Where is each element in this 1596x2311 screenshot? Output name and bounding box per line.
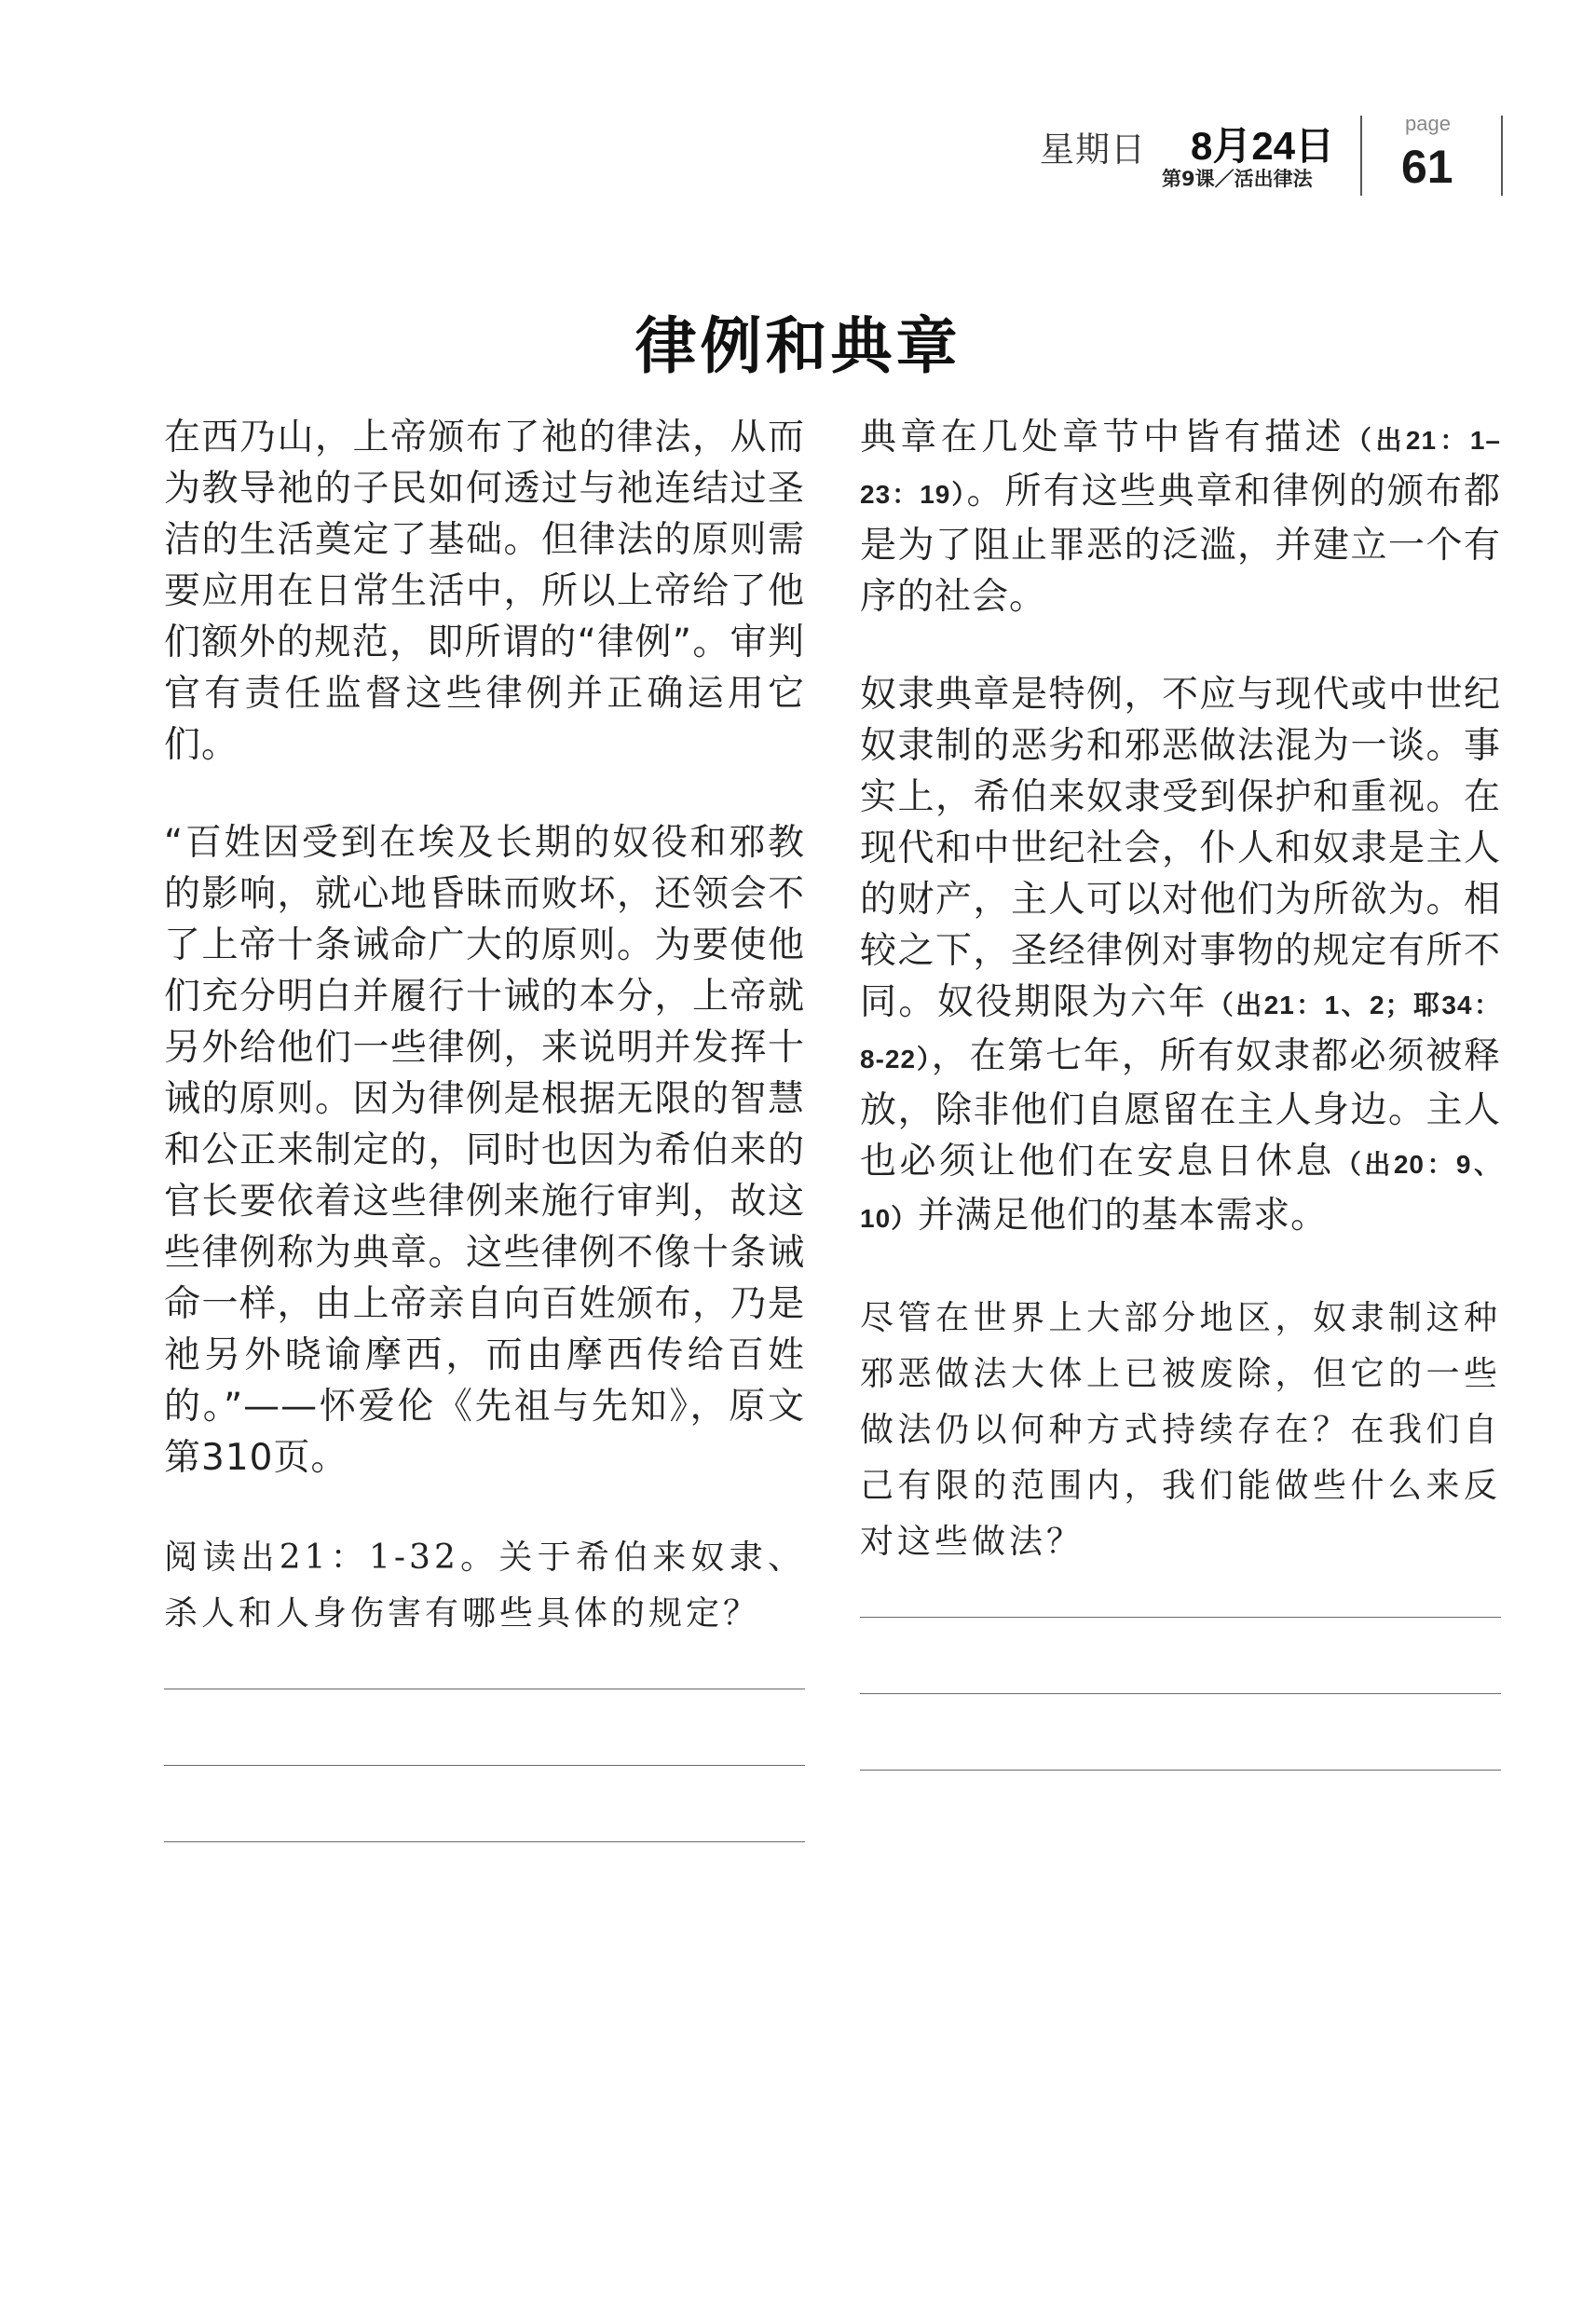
header-divider-right	[1501, 116, 1503, 196]
answer-line[interactable]	[860, 1770, 1501, 1771]
paragraph-intro: 在西乃山，上帝颁布了祂的律法，从而为教导祂的子民如何透过与祂连结过圣洁的生活奠定了基础。但律法的原则需要应用在日常生活中，所以上帝给了他们额外的规范，即所谓的“律例”。审判官有责任监督这些律例并正确运用它们。	[164, 417, 805, 766]
text-segment: 典章在几处章节中皆有描述	[860, 417, 1346, 458]
header-divider	[1360, 116, 1362, 196]
paragraph-quote: “百姓因受到在埃及长期的奴役和邪教的影响，就心地昏昧而败坏，还领会不了上帝十条诫命广大的原则。为要使他们充分明白并履行十诫的本分，上帝就另外给他们一些律例，来说明并发挥十诫的原则。因为律例是根据无限的智慧和公正来制定的，同时也因为希伯来的官长要依着这些律例来施行审判，故这些律例称为典章。这些律例不像十条诫命一样，由上帝亲自向百姓颁布，乃是祂另外晓谕摩西，而由摩西传给百姓的。”——怀爱伦《先祖与先知》，原文第310页。	[164, 822, 805, 1479]
discussion-question: 尽管在世界上大部分地区，奴隶制这种邪恶做法大体上已被废除，但它的一些做法仍以何种方式持续存在？在我们自己有限的范围内，我们能做些什么来反对这些做法？	[860, 1299, 1501, 1561]
date: 8月24日	[1191, 124, 1335, 168]
scripture-reference: （出21：1–23：19）	[860, 426, 1501, 509]
answer-line[interactable]	[860, 1617, 1501, 1618]
text-segment: 。所有这些典章和律例的颁布都是为了阻止罪恶的泛滥，并建立一个有序的社会。	[860, 471, 1501, 618]
left-column	[164, 412, 805, 1918]
paragraph-ordinances	[860, 412, 1501, 622]
text-segment: 奴隶典章是特例，不应与现代或中世纪奴隶制的恶劣和邪恶做法混为一谈。事实上，希伯来奴隶受到保护和重视。在现代和中世纪社会，仆人和奴隶是主人的财产，主人可以对他们为所欲为。相较之下，圣经律例对事物的规定有所不同。奴役期限为六年	[860, 674, 1501, 1023]
lesson-title: 第9课／活出律法	[1162, 168, 1313, 190]
answer-line[interactable]	[860, 1693, 1501, 1694]
answer-line[interactable]	[164, 1841, 805, 1842]
page-title: 律例和典章	[634, 309, 962, 382]
answer-line[interactable]	[164, 1765, 805, 1766]
page-label: page	[1405, 112, 1451, 135]
text-segment: 并满足他们的基本需求。	[918, 1195, 1329, 1237]
right-column	[860, 412, 1501, 1846]
page-number: 61	[1401, 141, 1453, 193]
day-of-week: 星期日	[1040, 130, 1146, 170]
scripture-reference: （出20：9、10）	[860, 1150, 1501, 1233]
paragraph-slavery	[860, 669, 1501, 1244]
text-segment: ，在第七年，所有奴隶都必须被释放，除非他们自愿留在主人身边。主人也必须让他们在安息日休息	[860, 1035, 1501, 1183]
answer-lines[interactable]	[164, 1689, 805, 1842]
scripture-reference: （出21：1、2；耶34：8-22）	[860, 991, 1501, 1073]
answer-lines[interactable]	[860, 1617, 1501, 1771]
study-question: 阅读出21：1-32。关于希伯来奴隶、杀人和人身伤害有哪些具体的规定？	[164, 1538, 805, 1633]
